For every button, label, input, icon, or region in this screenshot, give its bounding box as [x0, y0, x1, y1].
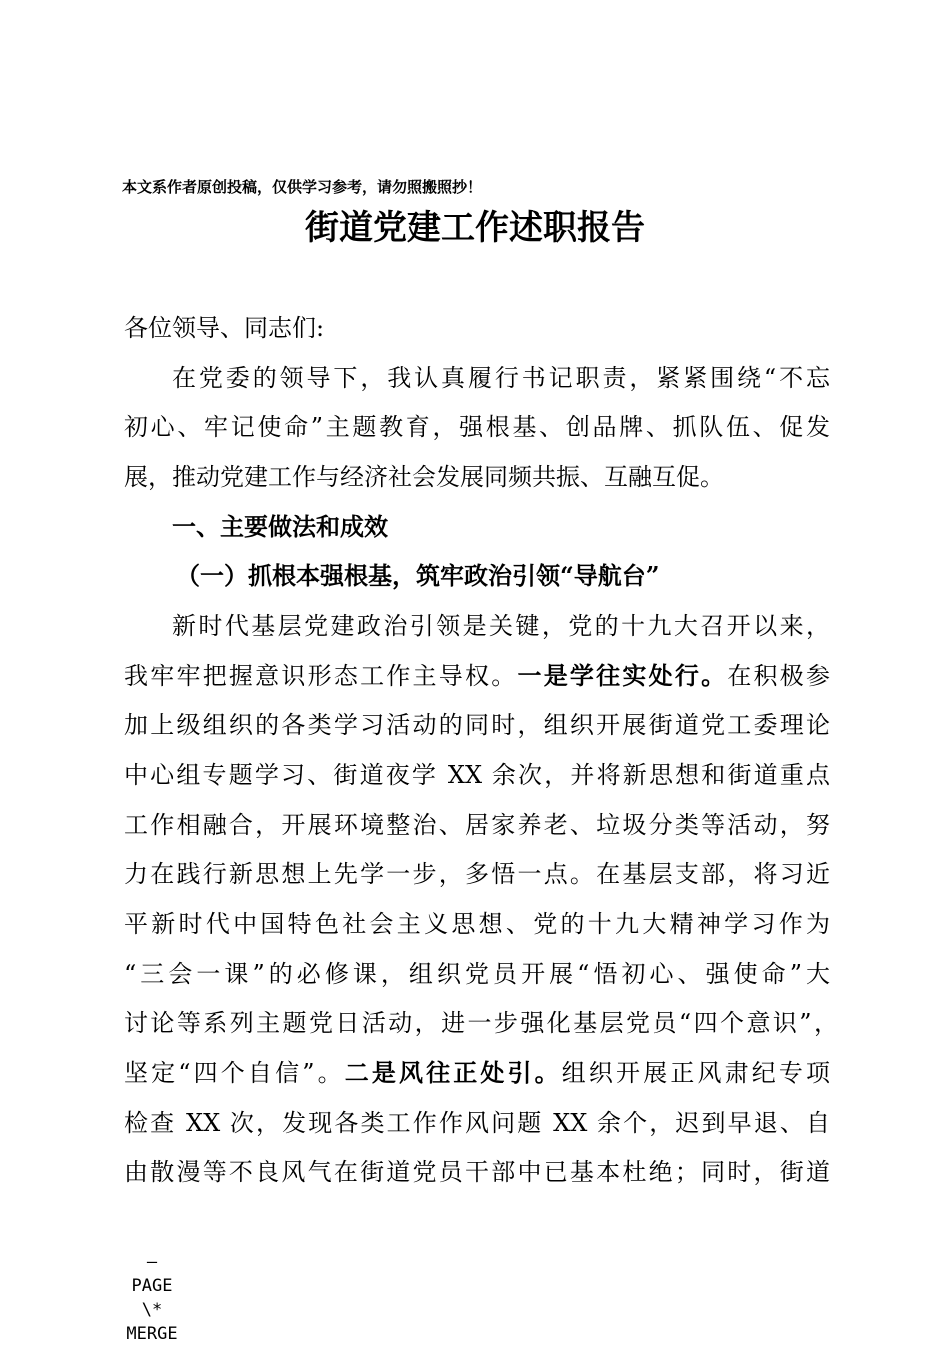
- greeting: 各位领导、同志们:: [124, 314, 325, 342]
- page-field-footer: — PAGE \* MERGE: [126, 1252, 178, 1344]
- paragraph-line: 工作相融合，开展环境整治、居家养老、垃圾分类等活动，努: [124, 811, 830, 839]
- paragraph-line: [124, 1058, 830, 1088]
- text-run: 在积极参: [727, 662, 831, 690]
- paragraph-line: 检查 XX 次，发现各类工作作风问题 XX 余个，迟到早退、自: [124, 1109, 830, 1137]
- paragraph-line: 新时代基层党建政治引领是关键，党的十九大召开以来，: [172, 612, 830, 640]
- paragraph-line: 力在践行新思想上先学一步，多悟一点。在基层支部，将习近: [124, 860, 830, 888]
- text-run: 坚定“四个自信”。: [124, 1059, 345, 1087]
- paragraph-line: 展，推动党建工作与经济社会发展同频共振、互融互促。: [124, 463, 724, 491]
- subsection-heading: （一）抓根本强根基，筑牢政治引领“导航台”: [176, 561, 660, 590]
- paragraph-line: 平新时代中国特色社会主义思想、党的十九大精神学习作为: [124, 910, 830, 938]
- paragraph-line: 由散漫等不良风气在街道党员干部中已基本杜绝；同时，街道: [124, 1158, 830, 1186]
- paragraph-line: 中心组专题学习、街道夜学 XX 余次，并将新思想和街道重点: [124, 761, 830, 789]
- paragraph-line: 初心、牢记使命”主题教育，强根基、创品牌、抓队伍、促发: [124, 413, 830, 441]
- copyright-notice: 本文系作者原创投稿，仅供学习参考，请勿照搬照抄！: [122, 178, 483, 196]
- section-heading: 一、主要做法和成效: [172, 513, 388, 541]
- paragraph-line: 加上级组织的各类学习活动的同时，组织开展街道党工委理论: [124, 711, 830, 739]
- paragraph-line: “三会一课”的必修课，组织党员开展“悟初心、强使命”大: [124, 960, 830, 988]
- bold-keyword: 一是学往实处行。: [517, 662, 728, 690]
- paragraph-line: [124, 661, 830, 691]
- document-title: 街道党建工作述职报告: [305, 208, 645, 248]
- paragraph-line: 讨论等系列主题党日活动，进一步强化基层党员“四个意识”，: [124, 1009, 838, 1037]
- text-run: 组织开展正风肃纪专项: [561, 1059, 830, 1087]
- bold-keyword: 二是风往正处引。: [344, 1059, 562, 1087]
- paragraph-line: 在党委的领导下，我认真履行书记职责，紧紧围绕“不忘: [172, 364, 830, 392]
- text-run: 我牢牢把握意识形态工作主导权。: [124, 662, 518, 690]
